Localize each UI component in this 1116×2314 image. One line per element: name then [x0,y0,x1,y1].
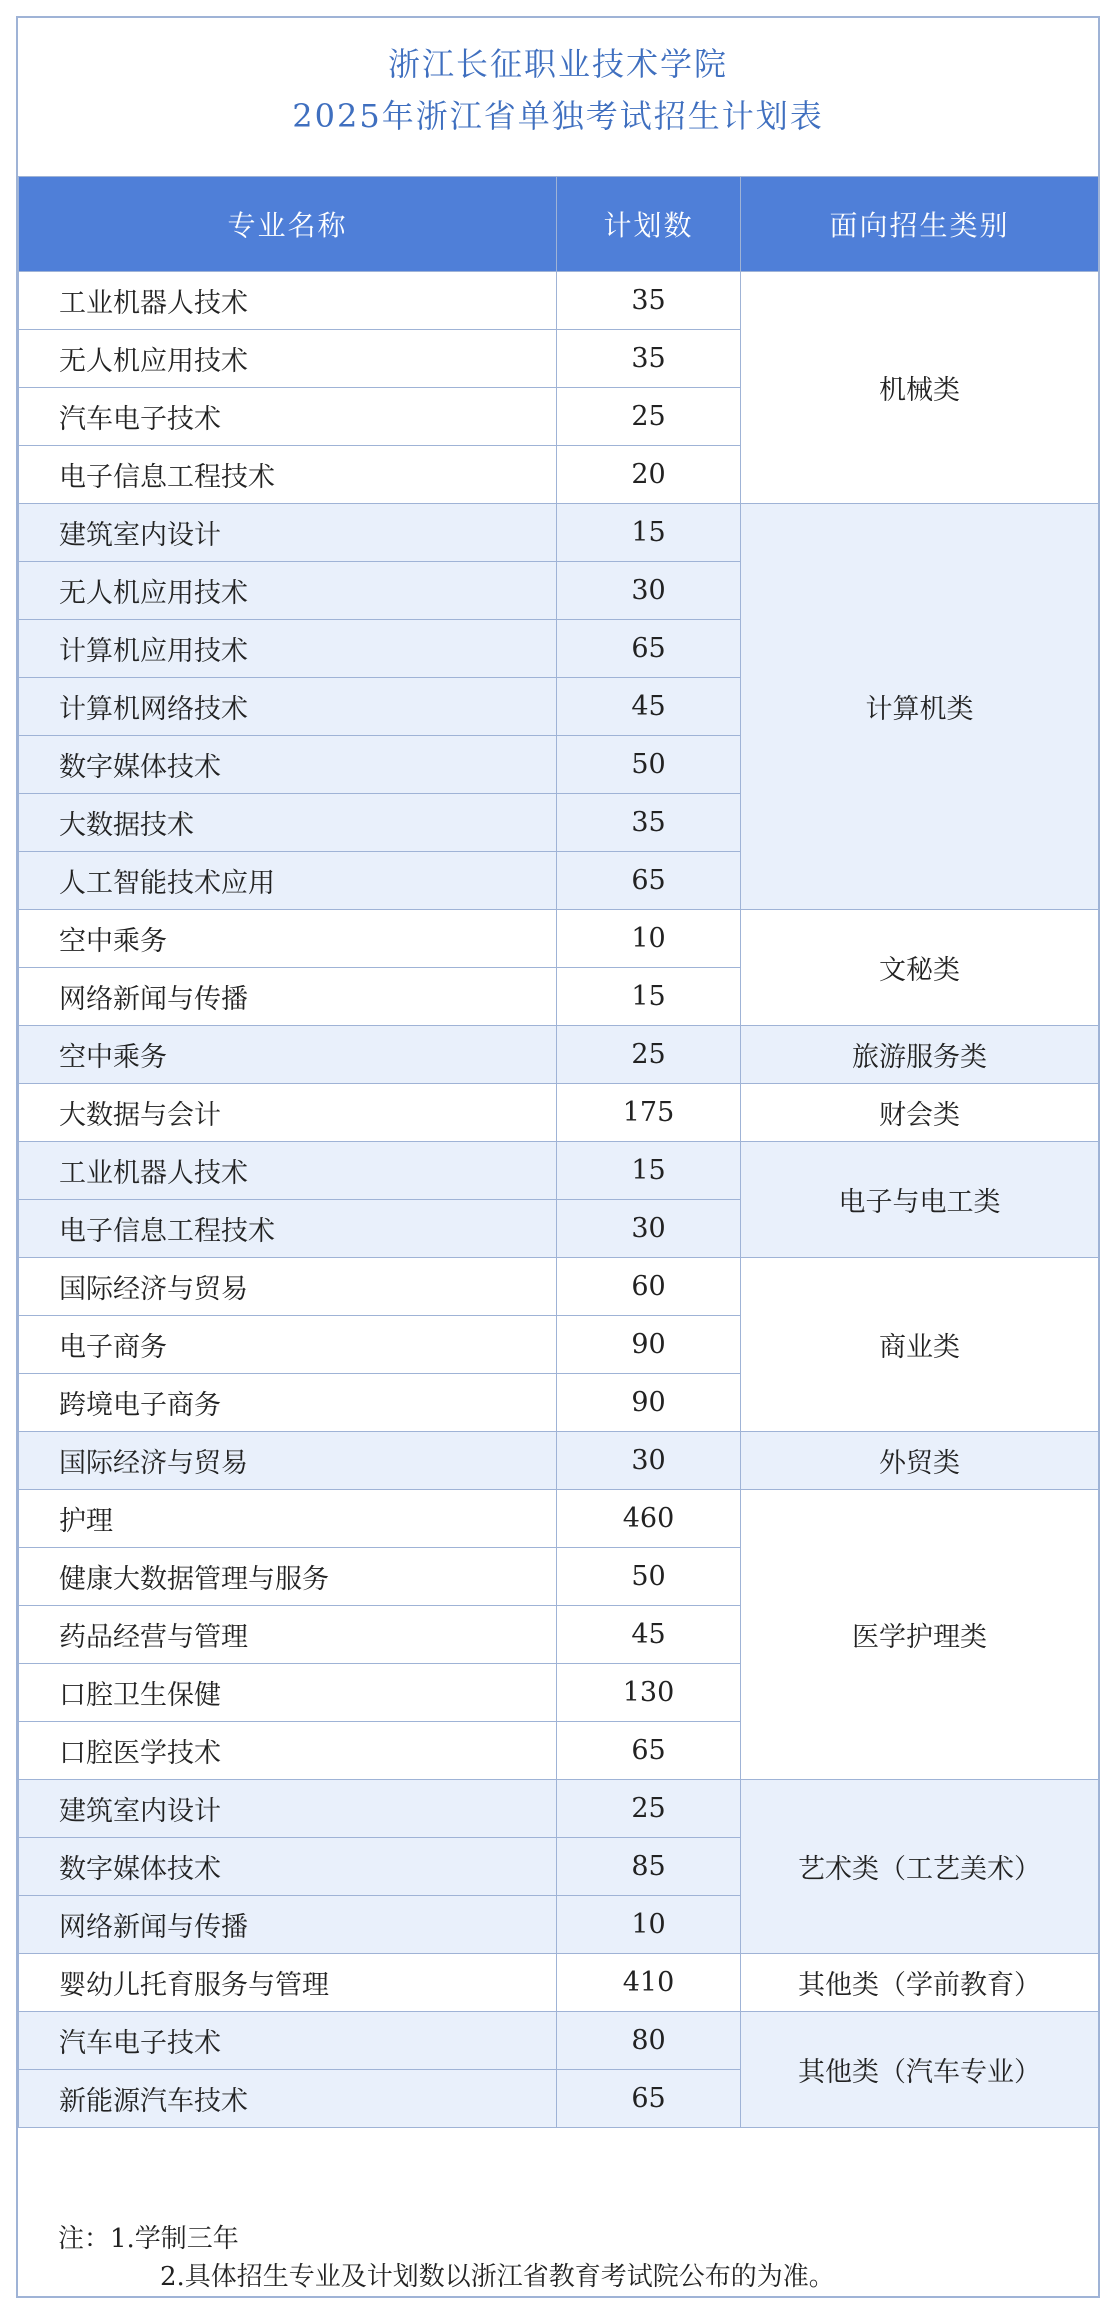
title-school: 浙江长征职业技术学院 [387,45,728,83]
plan-count-cell: 50 [557,1548,741,1606]
table-row [19,1026,1099,1084]
major-name-cell: 健康大数据管理与服务 [19,1548,557,1606]
header-major: 专业名称 [19,177,557,272]
major-name-cell: 大数据技术 [19,794,557,852]
category-cell: 计算机类 [741,504,1099,910]
plan-count-cell: 35 [557,272,741,330]
category-cell: 电子与电工类 [741,1142,1099,1258]
major-name-cell: 大数据与会计 [19,1084,557,1142]
major-name-cell: 空中乘务 [19,1026,557,1084]
plan-count-cell: 130 [557,1664,741,1722]
major-name-cell: 无人机应用技术 [19,562,557,620]
plan-count-cell: 15 [557,1142,741,1200]
category-cell: 机械类 [741,272,1099,504]
table-row [19,1490,1099,1548]
major-name-cell: 电子商务 [19,1316,557,1374]
plan-count-cell: 30 [557,562,741,620]
major-name-cell: 无人机应用技术 [19,330,557,388]
plan-count-cell: 460 [557,1490,741,1548]
plan-table-card [16,16,1100,2298]
category-cell: 旅游服务类 [741,1026,1099,1084]
major-name-cell: 药品经营与管理 [19,1606,557,1664]
note-1: 注：1.学制三年 [58,2224,239,2254]
major-name-cell: 国际经济与贸易 [19,1258,557,1316]
table-row [19,1954,1099,2012]
plan-count-cell: 45 [557,1606,741,1664]
notes [58,2220,835,2296]
header-count: 计划数 [557,177,741,272]
category-cell: 外贸类 [741,1432,1099,1490]
major-name-cell: 电子信息工程技术 [19,1200,557,1258]
major-name-cell: 跨境电子商务 [19,1374,557,1432]
plan-count-cell: 65 [557,2070,741,2128]
title-plan: 2025年浙江省单独考试招生计划表 [292,97,824,135]
table-row [19,1432,1099,1490]
major-name-cell: 计算机应用技术 [19,620,557,678]
category-cell: 财会类 [741,1084,1099,1142]
table-row [19,910,1099,968]
plan-count-cell: 20 [557,446,741,504]
plan-count-cell: 90 [557,1374,741,1432]
major-name-cell: 数字媒体技术 [19,736,557,794]
note-2: 2.具体招生专业及计划数以浙江省教育考试院公布的为准。 [160,2262,835,2292]
table-row [19,272,1099,330]
major-name-cell: 网络新闻与传播 [19,1896,557,1954]
plan-count-cell: 410 [557,1954,741,2012]
category-cell: 商业类 [741,1258,1099,1432]
major-name-cell: 婴幼儿托育服务与管理 [19,1954,557,2012]
category-cell: 其他类（学前教育） [741,1954,1099,2012]
major-name-cell: 口腔医学技术 [19,1722,557,1780]
plan-count-cell: 60 [557,1258,741,1316]
major-name-cell: 口腔卫生保健 [19,1664,557,1722]
category-cell: 文秘类 [741,910,1099,1026]
major-name-cell: 电子信息工程技术 [19,446,557,504]
category-cell: 医学护理类 [741,1490,1099,1780]
plan-count-cell: 15 [557,968,741,1026]
plan-count-cell: 15 [557,504,741,562]
plan-count-cell: 65 [557,1722,741,1780]
plan-count-cell: 25 [557,388,741,446]
category-cell: 艺术类（工艺美术） [741,1780,1099,1954]
plan-count-cell: 25 [557,1780,741,1838]
major-name-cell: 数字媒体技术 [19,1838,557,1896]
table-row [19,2012,1099,2070]
major-name-cell: 建筑室内设计 [19,504,557,562]
major-name-cell: 国际经济与贸易 [19,1432,557,1490]
plan-count-cell: 65 [557,852,741,910]
major-name-cell: 人工智能技术应用 [19,852,557,910]
plan-count-cell: 65 [557,620,741,678]
major-name-cell: 工业机器人技术 [19,1142,557,1200]
plan-count-cell: 80 [557,2012,741,2070]
table-row [19,1084,1099,1142]
plan-count-cell: 10 [557,910,741,968]
plan-count-cell: 175 [557,1084,741,1142]
plan-count-cell: 10 [557,1896,741,1954]
plan-count-cell: 30 [557,1432,741,1490]
plan-count-cell: 35 [557,794,741,852]
category-cell: 其他类（汽车专业） [741,2012,1099,2128]
major-name-cell: 护理 [19,1490,557,1548]
major-name-cell: 计算机网络技术 [19,678,557,736]
major-name-cell: 建筑室内设计 [19,1780,557,1838]
major-name-cell: 汽车电子技术 [19,388,557,446]
header-category: 面向招生类别 [741,177,1099,272]
major-name-cell: 汽车电子技术 [19,2012,557,2070]
major-name-cell: 空中乘务 [19,910,557,968]
table-row [19,1780,1099,1838]
plan-count-cell: 25 [557,1026,741,1084]
plan-count-cell: 35 [557,330,741,388]
major-name-cell: 网络新闻与传播 [19,968,557,1026]
table-row [19,1258,1099,1316]
table-header-row [19,177,1099,272]
table-row [19,1142,1099,1200]
major-name-cell: 工业机器人技术 [19,272,557,330]
plan-count-cell: 85 [557,1838,741,1896]
plan-count-cell: 30 [557,1200,741,1258]
enrollment-plan-table [18,176,1099,2128]
plan-count-cell: 50 [557,736,741,794]
major-name-cell: 新能源汽车技术 [19,2070,557,2128]
table-row [19,504,1099,562]
table-body [19,272,1099,2128]
plan-count-cell: 90 [557,1316,741,1374]
page-title [18,38,1098,142]
plan-count-cell: 45 [557,678,741,736]
